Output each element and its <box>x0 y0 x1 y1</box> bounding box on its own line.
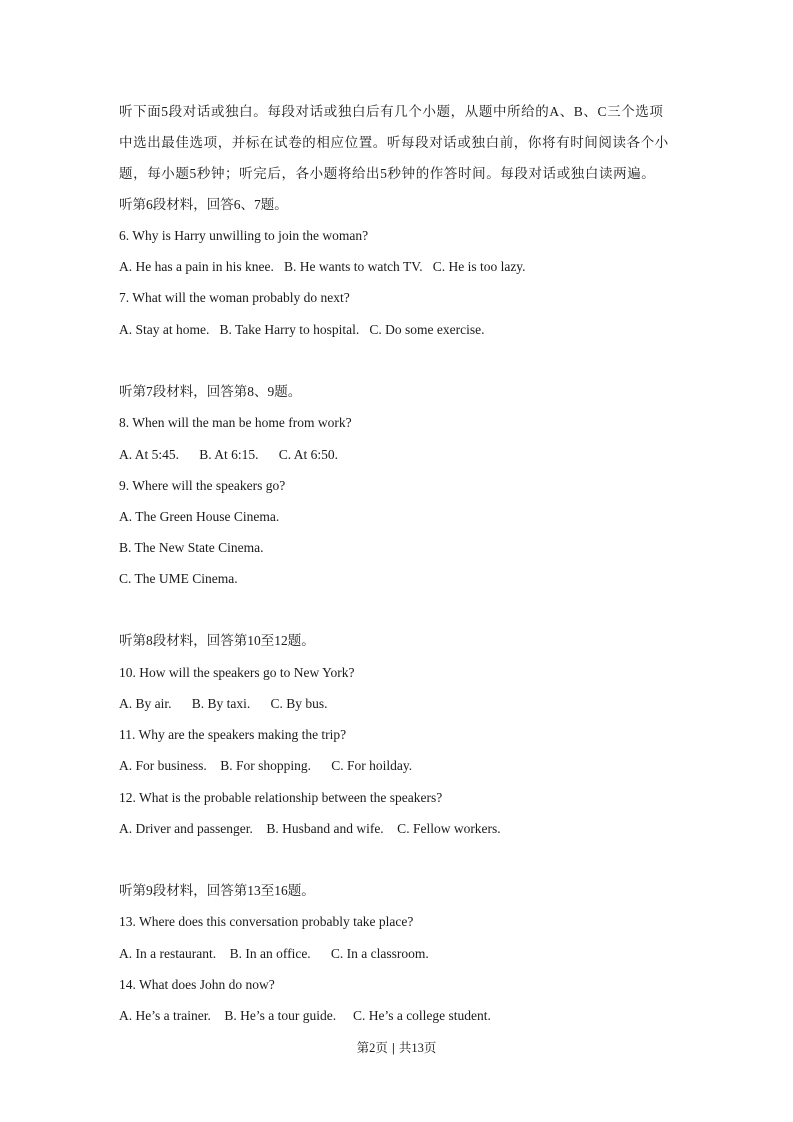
question-9-option-b: B. The New State Cinema. <box>119 540 264 555</box>
section-8-header: 听第8段材料，回答第10至12题。 <box>119 633 315 648</box>
question-11-options: A. For business. B. For shopping. C. For hoilday. <box>119 758 413 773</box>
question-13: 13. Where does this conversation probably take place? <box>119 914 414 929</box>
question-9-option-c: C. The UME Cinema. <box>119 571 238 586</box>
page-footer <box>0 1040 793 1056</box>
question-6-options: A. He has a pain in his knee. B. He wants to watch TV. C. He is too lazy. <box>119 259 526 274</box>
question-14: 14. What does John do now? <box>119 977 275 992</box>
question-12-options: A. Driver and passenger. B. Husband and wife. C. Fellow workers. <box>119 821 501 836</box>
instructions-line-2: 中选出最佳选项，并标在试卷的相应位置。听每段对话或独白前，你将有时间阅读各个小 <box>119 135 669 150</box>
instructions-line-1: 听下面5段对话或独白。每段对话或独白后有几个小题，从题中所给的A、B、C三个选项 <box>119 104 664 119</box>
question-8: 8. When will the man be home from work? <box>119 415 352 430</box>
question-6: 6. Why is Harry unwilling to join the woman? <box>119 228 369 243</box>
section-6-header: 听第6段材料，回答6、7题。 <box>119 197 288 212</box>
question-9: 9. Where will the speakers go? <box>119 478 286 493</box>
question-9-option-a: A. The Green House Cinema. <box>119 509 280 524</box>
question-8-options: A. At 5:45. B. At 6:15. C. At 6:50. <box>119 447 339 462</box>
page-total: 共13页 <box>398 1041 437 1055</box>
question-10: 10. How will the speakers go to New York? <box>119 665 355 680</box>
question-10-options: A. By air. B. By taxi. C. By bus. <box>119 696 328 711</box>
section-9-header: 听第9段材料，回答第13至16题。 <box>119 883 315 898</box>
question-11: 11. Why are the speakers making the trip? <box>119 727 347 742</box>
question-12: 12. What is the probable relationship between the speakers? <box>119 790 443 805</box>
page-separator: | <box>391 1041 395 1055</box>
page-number: 第2页 <box>356 1041 388 1055</box>
question-13-options: A. In a restaurant. B. In an office. C. In a classroom. <box>119 946 429 961</box>
question-14-options: A. He’s a trainer. B. He’s a tour guide. C. He’s a college student. <box>119 1008 491 1023</box>
section-7-header: 听第7段材料，回答第8、9题。 <box>119 384 302 399</box>
question-7-options: A. Stay at home. B. Take Harry to hospital. C. Do some exercise. <box>119 322 485 337</box>
instructions-line-3: 题，每小题5秒钟；听完后，各小题将给出5秒钟的作答时间。每段对话或独白读两遍。 <box>119 166 656 181</box>
question-7: 7. What will the woman probably do next? <box>119 290 350 305</box>
